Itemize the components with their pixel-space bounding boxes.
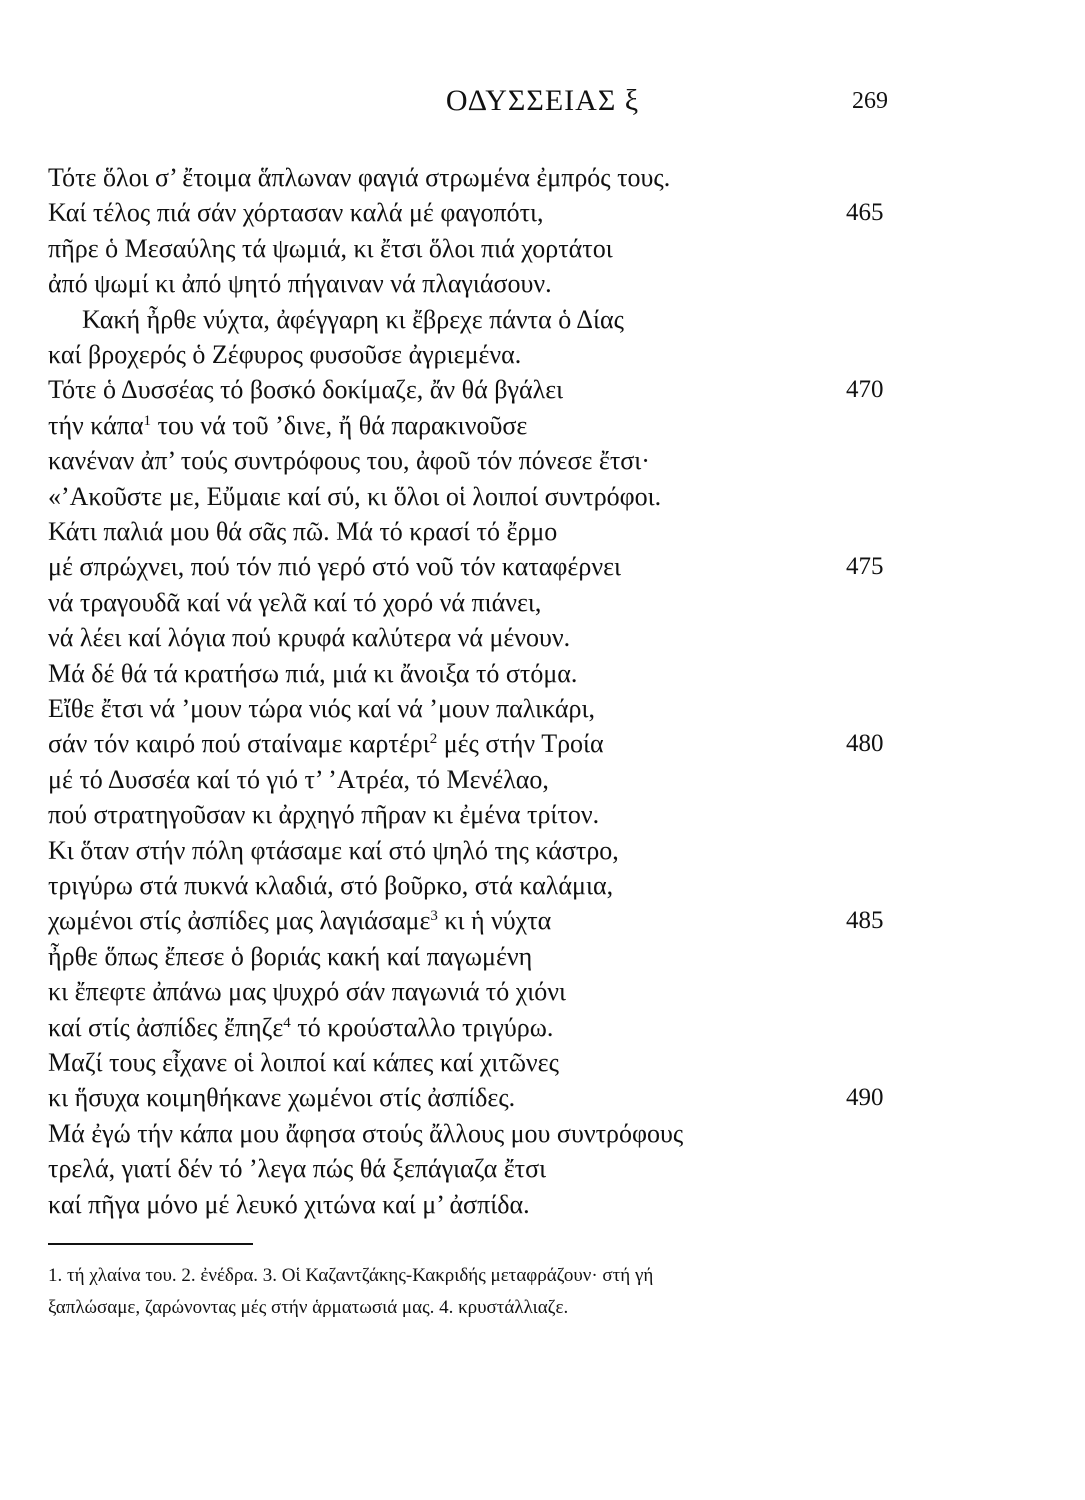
verse-line xyxy=(48,797,599,833)
page-title: ΟΔΥΣΣΕΙΑΣ ξ xyxy=(445,84,640,117)
verse-line xyxy=(48,443,650,479)
verse-text: ἦρθε ὅπως ἔπεσε ὁ βοριάς κακή καί παγωμένη xyxy=(48,942,533,971)
line-number: 490 xyxy=(846,1084,884,1111)
verse-line xyxy=(48,903,551,939)
verse-text: τριγύρω στά πυκνά κλαδιά, στό βοῦρκο, στά καλάμια, xyxy=(48,871,614,900)
verse-text: πῆρε ὁ Μεσαύλης τά ψωμιά, κι ἔτσι ὅλοι πιά χορτάτοι xyxy=(48,234,613,263)
verse-text: καί βροχερός ὁ Ζέφυρος φυσοῦσε ἀγριεμένα. xyxy=(48,340,522,369)
verse-line xyxy=(48,1116,683,1152)
verse-line xyxy=(48,1010,553,1046)
footnote-marker: 1 xyxy=(143,413,152,429)
verse-text: ἀπό ψωμί κι ἀπό ψητό πήγαιναν νά πλαγιάσουν. xyxy=(48,269,552,298)
verse-line xyxy=(48,160,670,196)
verse-line xyxy=(82,302,624,338)
verse-line xyxy=(48,833,619,869)
verse-text: τήν κάπα xyxy=(48,411,144,440)
verse-text: νά τραγουδᾶ καί νά γελᾶ καί τό χορό νά πιάνει, xyxy=(48,588,542,617)
verse-line xyxy=(48,620,570,656)
verse-line xyxy=(48,514,557,550)
verse-line xyxy=(48,266,552,302)
verse-text: Τότε ὅλοι σ’ ἔτοιμα ἅπλωναν φαγιά στρωμένα ἐμπρός τους. xyxy=(48,163,671,192)
verse-text: χωμένοι στίς ἀσπίδες μας λαγιάσαμε xyxy=(48,906,431,935)
verse-text: Μά δέ θά τά κρατήσω πιά, μιά κι ἄνοιξα τό στόμα. xyxy=(48,659,578,688)
verse-text: «’Ακοῦστε με, Εὔμαιε καί σύ, κι ὅλοι οἱ λοιποί συντρόφοι. xyxy=(48,482,662,511)
verse-text: κι ἥσυχα κοιμηθήκανε χωμένοι στίς ἀσπίδες. xyxy=(48,1083,516,1112)
verse-text: καί πῆγα μόνο μέ λευκό χιτώνα καί μ’ ἀσπίδα. xyxy=(48,1190,530,1219)
verse-line xyxy=(48,762,549,798)
verse-text: πού στρατηγοῦσαν κι ἀρχηγό πῆραν κι ἐμένα τρίτον. xyxy=(48,800,600,829)
verse-line xyxy=(48,691,595,727)
line-number: 465 xyxy=(846,199,884,226)
verse-line xyxy=(48,726,604,762)
verse-text: καί στίς ἀσπίδες ἔπηζε xyxy=(48,1013,284,1042)
verse-text-continued: μές στήν Τροία xyxy=(437,729,604,758)
verse-line xyxy=(48,195,544,231)
verse-text-continued: κι ἡ νύχτα xyxy=(437,906,552,935)
verse-text-continued: του νά τοῦ ’δινε, ἤ θά παρακινοῦσε xyxy=(151,411,528,440)
footnote-divider xyxy=(48,1243,253,1245)
footnote-marker: 2 xyxy=(429,731,438,747)
line-number: 470 xyxy=(846,376,884,403)
verse-text: σάν τόν καιρό πού σταίναμε καρτέρι xyxy=(48,729,430,758)
verse-text: τρελά, γιατί δέν τό ’λεγα πώς θά ξεπάγιαζα ἔτσι xyxy=(48,1154,547,1183)
verse-line xyxy=(48,974,566,1010)
verse-text: Καί τέλος πιά σάν χόρτασαν καλά μέ φαγοπότι, xyxy=(48,198,544,227)
verse-line xyxy=(48,1045,559,1081)
line-number: 480 xyxy=(846,730,884,757)
footnote-line: ξαπλώσαμε, ζαρώνοντας μές στήν ἁρματωσιά μας. 4. κρυστάλλιαζε. xyxy=(48,1297,569,1318)
verse-text: Κάτι παλιά μου θά σᾶς πῶ. Μά τό κρασί τό ἔρμο xyxy=(48,517,558,546)
verse-line xyxy=(48,549,621,585)
verse-line xyxy=(48,585,541,621)
verse-text: νά λέει καί λόγια πού κρυφά καλύτερα νά μένουν. xyxy=(48,623,571,652)
verse-text: Τότε ὁ Δυσσέας τό βοσκό δοκίμαζε, ἄν θά βγάλει xyxy=(48,375,564,404)
footnote-marker: 4 xyxy=(283,1015,291,1031)
verse-line xyxy=(48,656,577,692)
verse-text: Κακή ἦρθε νύχτα, ἀφέγγαρη κι ἔβρεχε πάντα ὁ Δίας xyxy=(82,305,624,334)
footnote-marker: 3 xyxy=(430,908,438,924)
verse-line xyxy=(48,1187,530,1223)
verse-line xyxy=(48,408,527,444)
verse-text: Κι ὅταν στήν πόλη φτάσαμε καί στό ψηλό της κάστρο, xyxy=(48,836,619,865)
verse-line xyxy=(48,479,661,515)
verse-text: Μαζί τους εἶχανε οἱ λοιποί καί κάπες καί χιτῶνες xyxy=(48,1048,559,1077)
verse-text: Μά ἐγώ τήν κάπα μου ἄφησα στούς ἄλλους μου συντρόφους xyxy=(48,1119,684,1148)
verse-line xyxy=(48,372,563,408)
verse-text: κανέναν ἀπ’ τούς συντρόφους του, ἀφοῦ τόν πόνεσε ἔτσι· xyxy=(48,446,650,475)
line-number: 475 xyxy=(846,553,884,580)
line-number: 485 xyxy=(846,907,884,934)
verse-line xyxy=(48,1080,515,1116)
verse-line xyxy=(48,868,613,904)
verse-text-continued: τό κρούσταλλο τριγύρω. xyxy=(290,1013,554,1042)
footnotes xyxy=(48,1260,898,1324)
verse-line xyxy=(48,1151,546,1187)
footnote-line: 1. τή χλαίνα του. 2. ἐνέδρα. 3. Οἱ Καζαντζάκης-Κακριδής μεταφράζουν· στή γή xyxy=(48,1265,654,1286)
verse-line xyxy=(48,939,532,975)
verse-text: Εἴθε ἔτσι νά ’μουν τώρα νιός καί νά ’μουν παλικάρι, xyxy=(48,694,596,723)
verse-text: μέ τό Δυσσέα καί τό γιό τ’ ’Ατρέα, τό Μενέλαο, xyxy=(48,765,549,794)
page-number: 269 xyxy=(852,88,888,114)
verse-text: μέ σπρώχνει, πού τόν πιό γερό στό νοῦ τόν καταφέρνει xyxy=(48,552,621,581)
verse-line xyxy=(48,337,521,373)
verse-line xyxy=(48,231,613,267)
verse-text: κι ἔπεφτε ἀπάνω μας ψυχρό σάν παγωνιά τό χιόνι xyxy=(48,977,567,1006)
